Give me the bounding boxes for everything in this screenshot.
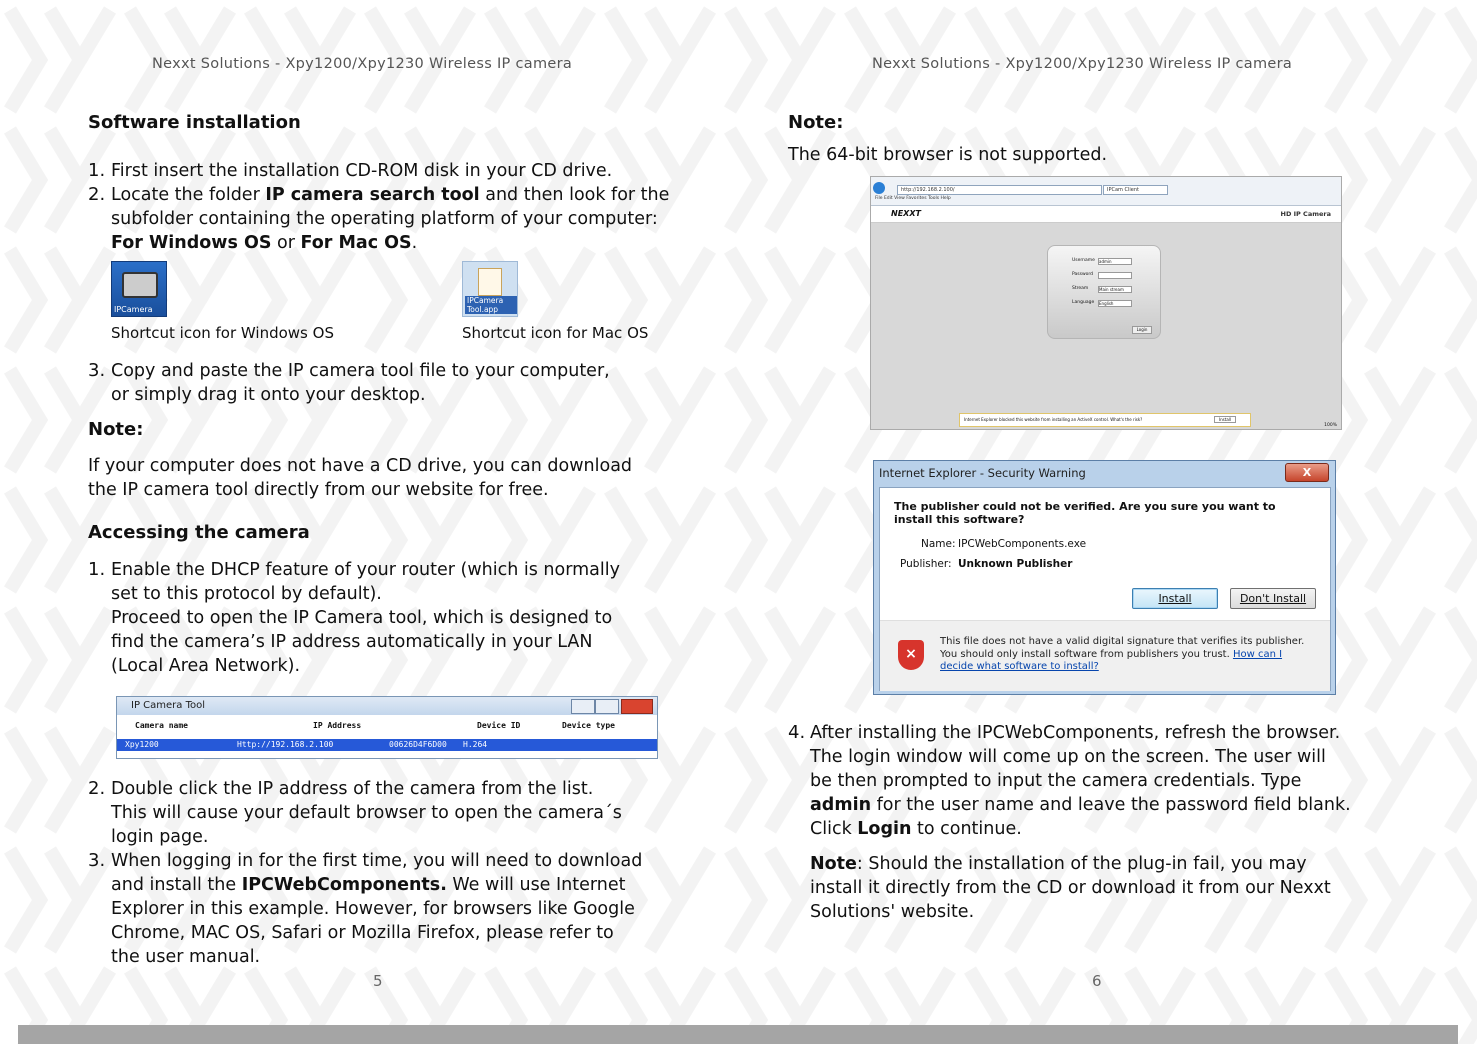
security-warning-dialog [873,460,1336,695]
dialog-body [879,487,1331,691]
access-step1-line1: Enable the DHCP feature of your router (which is normally [111,560,620,580]
accessing-camera-heading: Accessing the camera [88,522,310,543]
step4-line3: be then prompted to input the camera credentials. Type [810,771,1302,791]
publisher-label: Publisher: [900,558,952,570]
step3-line1: Copy and paste the IP camera tool file to your computer, [111,361,610,381]
software-installation-heading: Software installation [88,112,301,133]
access-step1-number: 1. [88,559,106,580]
tool-column-headers [117,715,657,737]
address-bar[interactable]: http://192.168.2.100/ [897,185,1102,195]
col-device-type[interactable]: Device type [562,721,615,730]
step4-line2: The login window will come up on the screen. The user will [810,747,1326,767]
password-label: Password [1072,272,1094,277]
language-select[interactable]: English [1098,300,1132,307]
stream-label: Stream [1072,286,1089,291]
row-device-type: H.264 [463,740,488,749]
col-device-id[interactable]: Device ID [477,721,521,730]
browser-menu[interactable]: File Edit View Favorites Tools Help [875,196,951,201]
shield-warning-icon: × [898,640,924,670]
mac-icon-caption: Shortcut icon for Mac OS [462,324,649,342]
browser-tab[interactable]: IPCam Client [1103,185,1168,195]
access-step3-number: 3. [88,850,106,871]
infobar-install-button[interactable]: Install [1214,416,1236,423]
access-step1-line5: (Local Area Network). [111,656,301,676]
access-step3-line5: the user manual. [111,947,261,967]
col-ip-address[interactable]: IP Address [313,721,362,730]
publisher-value: Unknown Publisher [958,558,1073,570]
step2-line2: subfolder containing the operating platform of your computer: [111,209,658,229]
col-camera-name[interactable]: Camera name [135,721,188,730]
table-row[interactable] [117,739,657,751]
warning-text: This file does not have a valid digital signature that verifies its publisher. You should only install software from publishers you trust. How can I decide what software to install? [940,636,1305,672]
dialog-close-button[interactable]: X [1285,463,1329,482]
minimize-button[interactable] [571,699,595,714]
dialog-title: Internet Explorer - Security Warning [879,466,1086,480]
stream-select[interactable]: Main stream [1098,286,1132,293]
infobar-text: Internet Explorer blocked this website from installing an ActiveX control. What's the risk? [964,417,1143,422]
app-document-icon [478,268,502,296]
row-camera-name: Xpy1200 [125,740,159,749]
username-label: Username [1072,258,1095,263]
access-step2-line3: login page. [111,827,209,847]
page-header-right: Nexxt Solutions - Xpy1200/Xpy1230 Wireless IP camera [872,56,1293,72]
page-header-left: Nexxt Solutions - Xpy1200/Xpy1230 Wireless IP camera [152,56,573,72]
browser-toolbar [871,177,1341,206]
step2-os-line: For Windows OS or For Mac OS. [111,233,418,253]
note-heading-right: Note: [788,112,844,133]
tool-titlebar [117,697,657,715]
ip-camera-tool-window [116,696,658,759]
windows-icon-caption: Shortcut icon for Windows OS [111,324,334,342]
login-panel [1047,245,1161,339]
page-number-left: 5 [373,972,383,990]
name-label: Name: [921,538,956,550]
step3-number: 3. [88,360,106,381]
language-label: Language [1072,300,1095,305]
note-64bit: The 64-bit browser is not supported. [788,145,1108,165]
dont-install-button[interactable]: Don't Install [1230,588,1316,609]
step1-text: First insert the installation CD-ROM disk in your CD drive. [111,161,613,181]
windows-icon-label: IPCamera [114,305,153,314]
step4-line1: After installing the IPCWebComponents, refresh the browser. [810,723,1341,743]
access-step3-line4: Chrome, MAC OS, Safari or Mozilla Firefox, please refer to [111,923,614,943]
mac-shortcut-icon [462,261,518,317]
step3-line2: or simply drag it onto your desktop. [111,385,426,405]
access-step1-line2: set to this protocol by default). [111,584,382,604]
back-arrow-icon[interactable] [873,182,885,194]
browser-screenshot [870,176,1342,430]
access-step3-line2: and install the IPCWebComponents. We will use Internet [111,875,626,895]
close-button[interactable] [621,699,653,714]
activex-infobar [959,413,1251,427]
access-step1-line3: Proceed to open the IP Camera tool, which is designed to [111,608,613,628]
note-line1: If your computer does not have a CD drive, you can download [88,456,633,476]
access-step3-line3: Explorer in this example. However, for browsers like Google [111,899,635,919]
access-step2-line2: This will cause your default browser to open the camera´s [111,803,622,823]
password-input[interactable] [1098,272,1132,279]
maximize-button[interactable] [595,699,619,714]
windows-shortcut-icon [111,261,167,317]
tool-title: IP Camera Tool [131,700,206,711]
camera-icon [122,272,158,298]
access-step2-line1: Double click the IP address of the camera from the list. [111,779,594,799]
page-number-right: 6 [1092,972,1102,990]
access-step1-line4: find the camera’s IP address automatically in your LAN [111,632,593,652]
step4-number: 4. [788,722,806,743]
decide-software-link[interactable]: How can I decide what software to install? [940,648,1283,672]
note2-line1: Note: Should the installation of the plug-in fail, you may [810,854,1307,874]
dialog-question: The publisher could not be verified. Are you sure you want to install this software? [894,500,1276,526]
note2-line2: install it directly from the CD or download it from our Nexxt [810,878,1331,898]
note2-line3: Solutions' website. [810,902,975,922]
note-heading-left: Note: [88,419,144,440]
zoom-level[interactable]: 100% [1324,423,1337,428]
nexxt-logo: NEXXT [891,209,921,218]
bottom-bar [18,1025,1458,1044]
access-step2-number: 2. [88,778,106,799]
access-step3-line1: When logging in for the first time, you will need to download [111,851,643,871]
hd-ip-camera-label: HD IP Camera [1280,210,1331,218]
step2-line1: Locate the folder IP camera search tool and then look for the [111,185,670,205]
step2-number: 2. [88,184,106,205]
name-value: IPCWebComponents.exe [958,538,1087,550]
username-select[interactable]: admin [1098,258,1132,265]
row-ip-address[interactable]: Http://192.168.2.100 [237,740,334,749]
row-device-id: 00626D4F6D00 [389,740,447,749]
step4-line5: Click Login to continue. [810,819,1022,839]
install-button[interactable]: Install [1132,588,1218,609]
step1-number: 1. [88,160,106,181]
mac-icon-label: IPCamera Tool.app [465,296,517,314]
camera-page-banner [871,206,1341,223]
login-button[interactable]: Login [1132,326,1152,334]
note-line2: the IP camera tool directly from our website for free. [88,480,549,500]
step4-line4: admin for the user name and leave the password field blank. [810,795,1351,815]
